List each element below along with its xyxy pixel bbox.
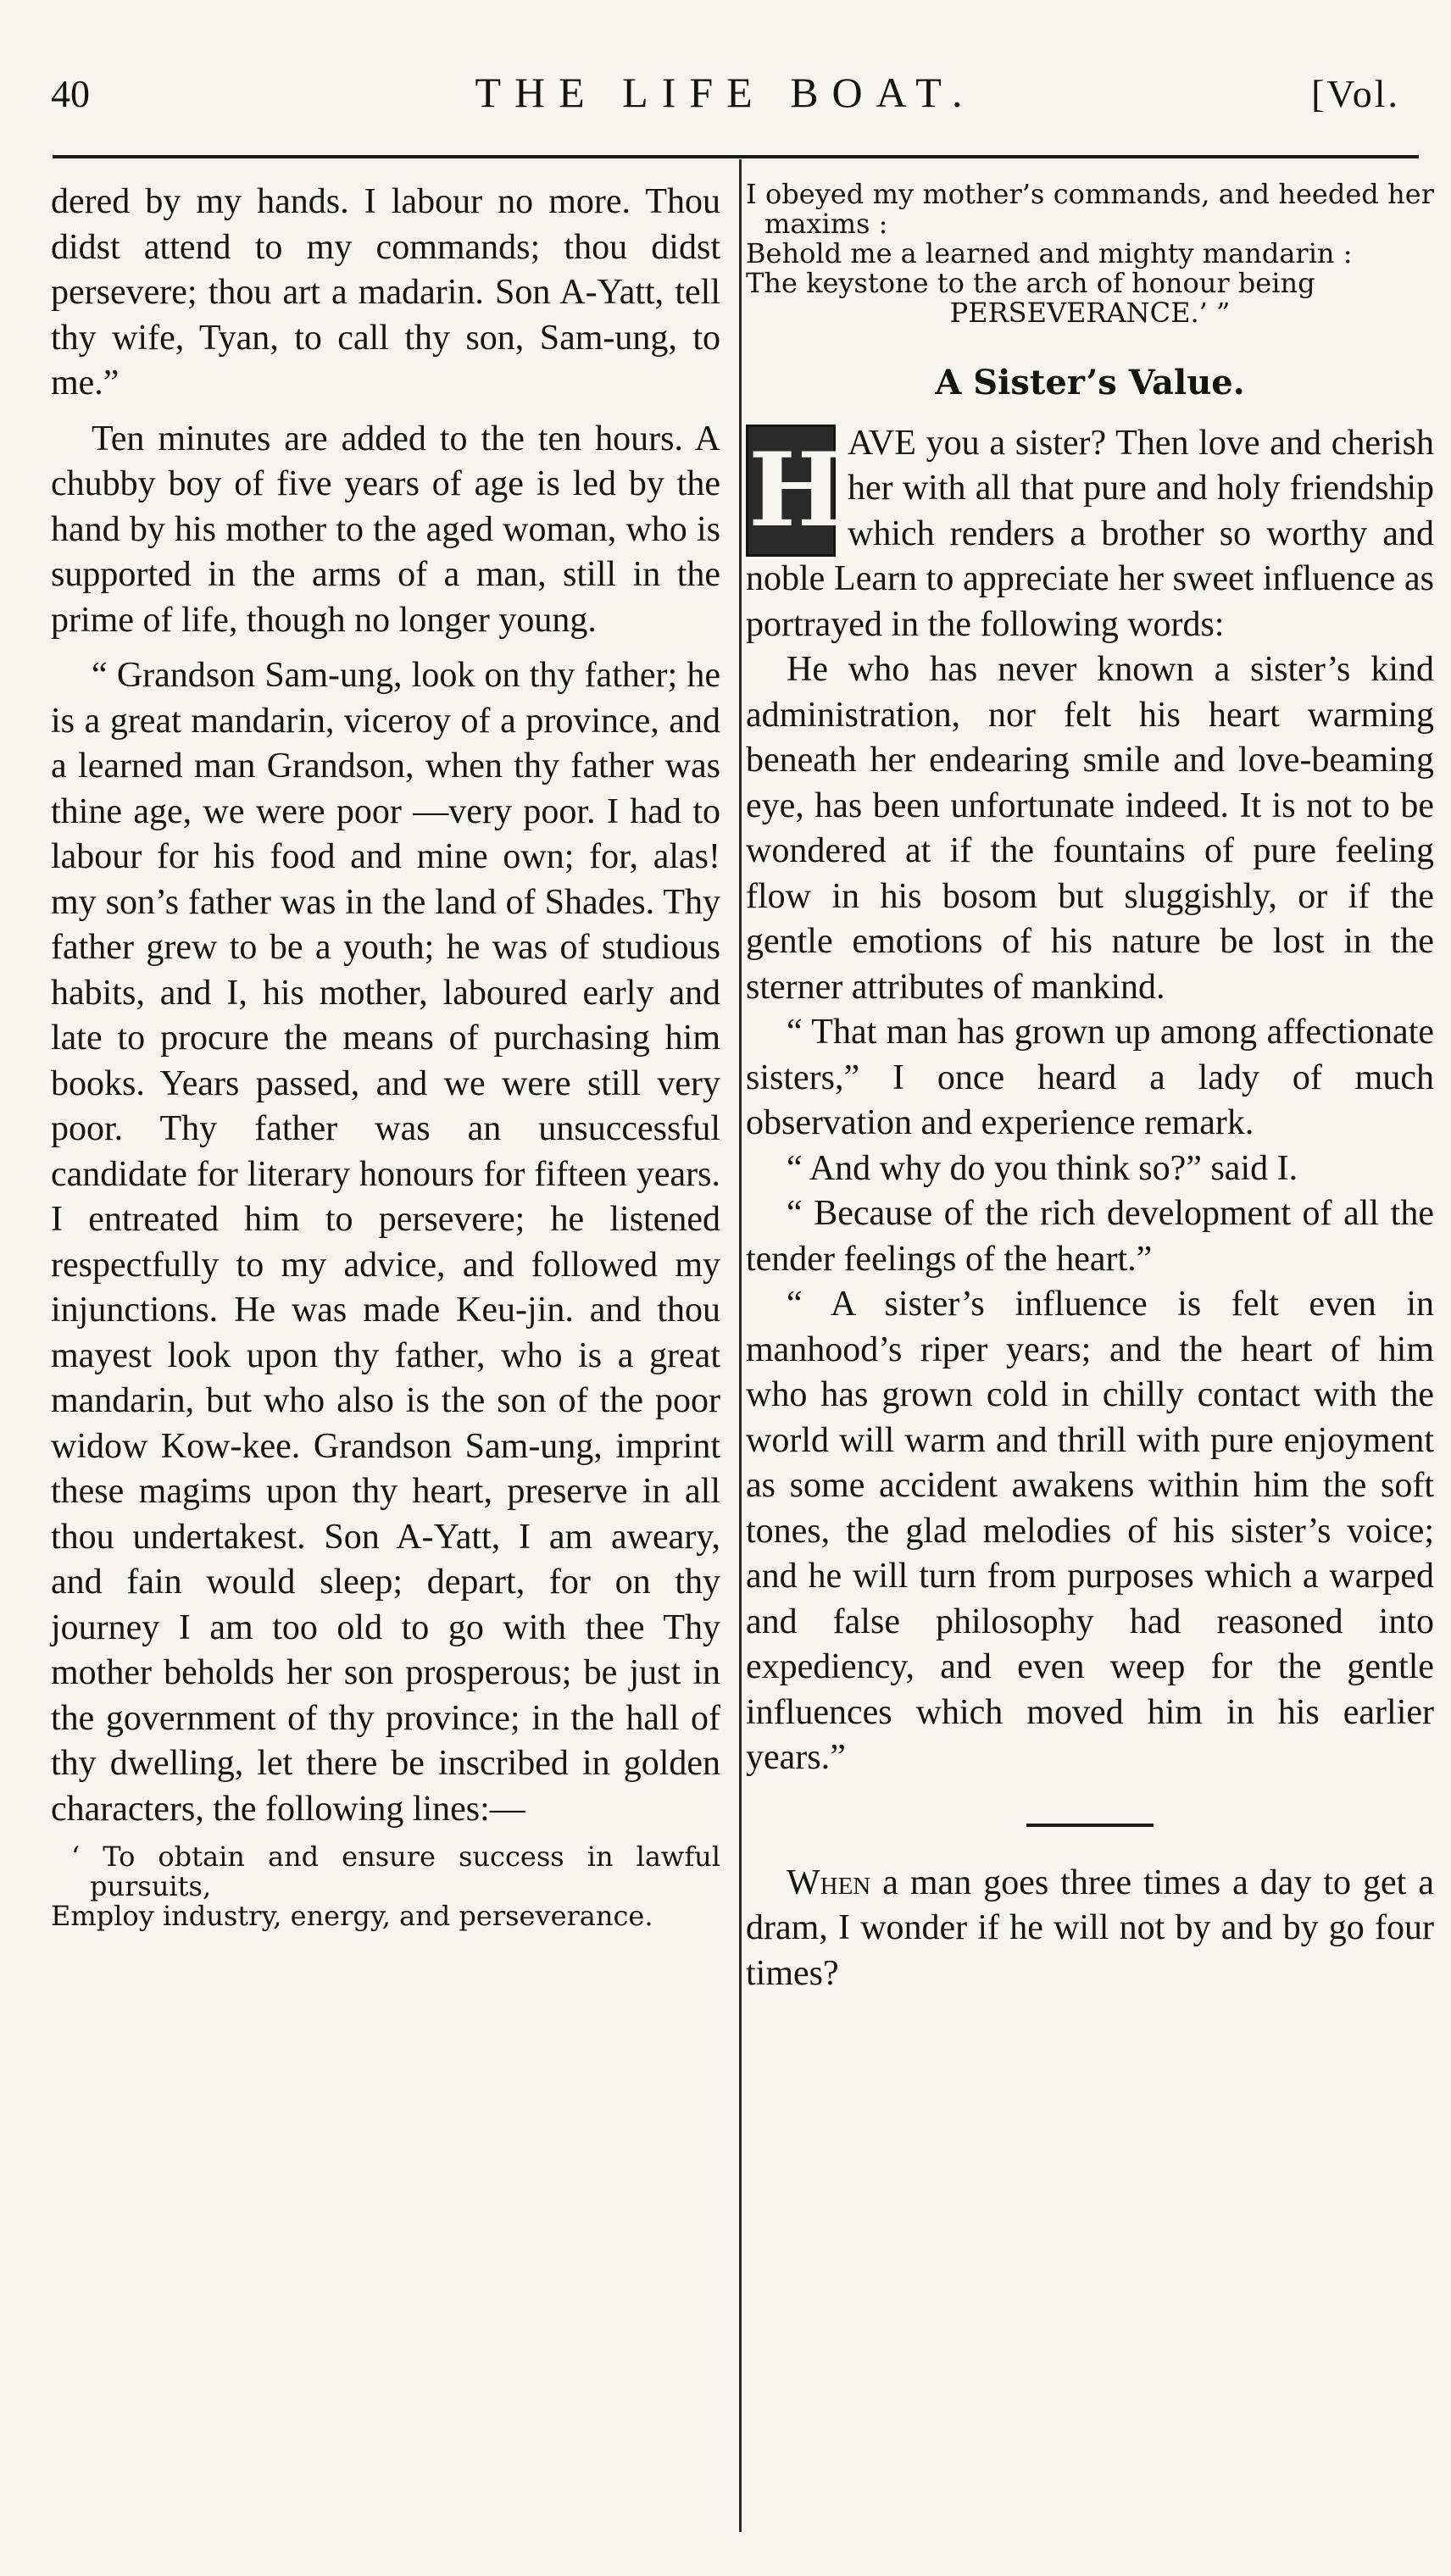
verse-block: [51, 1842, 720, 1931]
running-header: [51, 68, 1400, 136]
volume-label: [Vol.: [1311, 72, 1400, 115]
paragraph: “ That man has grown up among affectionate sisters,” I once heard a lady of much observation and experience remark.: [746, 1013, 1434, 1142]
paragraph: “ A sister’s influence is felt even in manhood’s riper years; and the heart of him who has grown cold in chilly contact with the world will warm and thrill with pure enjoyment as some accident awakens within him the soft tones, the glad melodies of his sister’s voice; and he will turn from purposes which a warped and false philosophy had reasoned into expediency, and even weep for the gentle influences which moved him in his earlier years.”: [746, 1285, 1434, 1777]
verse-line: Employ industry, energy, and perseverance.: [51, 1900, 653, 1932]
right-column: [746, 180, 1434, 1996]
verse-line: ‘ To obtain and ensure success in lawful pursuits,: [71, 1840, 720, 1902]
verse-line: PERSEVERANCE.’ ”: [949, 297, 1231, 329]
paragraph: “ And why do you think so?” said I.: [787, 1148, 1298, 1188]
verse-line: The keystone to the arch of honour being: [746, 267, 1315, 299]
header-rule: [53, 155, 1419, 158]
verse-line: Behold me a learned and mighty mandarin :: [746, 237, 1353, 269]
closing-lead: When: [787, 1863, 871, 1902]
left-column: [51, 180, 720, 1931]
paragraph: Ten minutes are added to the ten hours. A chubby boy of five years of age is led by the hand by his mother to the aged woman, who is supported in the arms of a man, still in the prime of life, though no longer young.: [51, 419, 720, 640]
first-paragraph: [746, 421, 1434, 648]
drop-cap: H: [746, 425, 836, 557]
verse-line: I obeyed my mother’s commands, and heeded her maxims :: [746, 178, 1434, 240]
page-number: 40: [51, 72, 90, 115]
paragraph: He who has never known a sister’s kind administration, nor felt his heart warming beneath her endearing smile and love-beaming eye, has been unfortunate indeed. It is not to be wondered at if the fountains of pure feeling flow in his bosom but sluggishly, or if the gentle emotions of his nature be lost in the sterner attributes of mankind.: [746, 650, 1434, 1007]
paragraph: dered by my hands. I labour no more. Thou didst attend to my commands; thou didst persevere; thou art a madarin. Son A-Yatt, tell thy wife, Tyan, to call thy son, Sam-ung, to me.”: [51, 182, 720, 402]
closing-text: a man goes three times a day to get a dram, I wonder if he will not by and by go four times?: [746, 1863, 1434, 1993]
closing-paragraph: [746, 1861, 1434, 1997]
section-title: A Sister’s Value.: [935, 363, 1245, 402]
column-divider: [739, 159, 742, 2532]
paragraph: “ Because of the rich development of all the tender feelings of the heart.”: [746, 1194, 1434, 1279]
section-divider: [1026, 1824, 1154, 1827]
paragraph: “ Grandson Sam-ung, look on thy father; he is a great mandarin, viceroy of a province, and a learned man Grandson, when thy father was thine age, we were poor —very poor. I had to labour for his food and mine own; for, alas! my son’s father was in the land of Shades. Thy father grew to be a youth; he was of studious habits, and I, his mother, laboured early and late to procure the means of purchasing him books. Years passed, and we were still very poor. Thy father was an unsuccessful candidate for literary honours for fifteen years. I entreated him to persevere; he listened respectfully to my advice, and followed my injunctions. He was made Keu-jin. and thou mayest look upon thy father, who is a great mandarin, but who also is the son of the poor widow Kow-kee. Grandson Sam-ung, imprint these magims upon thy heart, preserve in all thou undertakest. Son A-Yatt, I am aweary, and fain would sleep; depart, for on thy journey I am too old to go with thee Thy mother beholds her son prosperous; be just in the government of thy province; in the hall of thy dwelling, let there be inscribed in golden characters, the following lines:—: [51, 656, 720, 1829]
running-title: THE LIFE BOAT.: [475, 69, 976, 116]
verse-block: [746, 180, 1434, 328]
first-paragraph-text: AVE you a sister? Then love and cherish her with all that pure and holy friendship which renders a brother so worthy and noble Learn to appreciate her sweet influence as portrayed in the following words:: [746, 423, 1434, 644]
